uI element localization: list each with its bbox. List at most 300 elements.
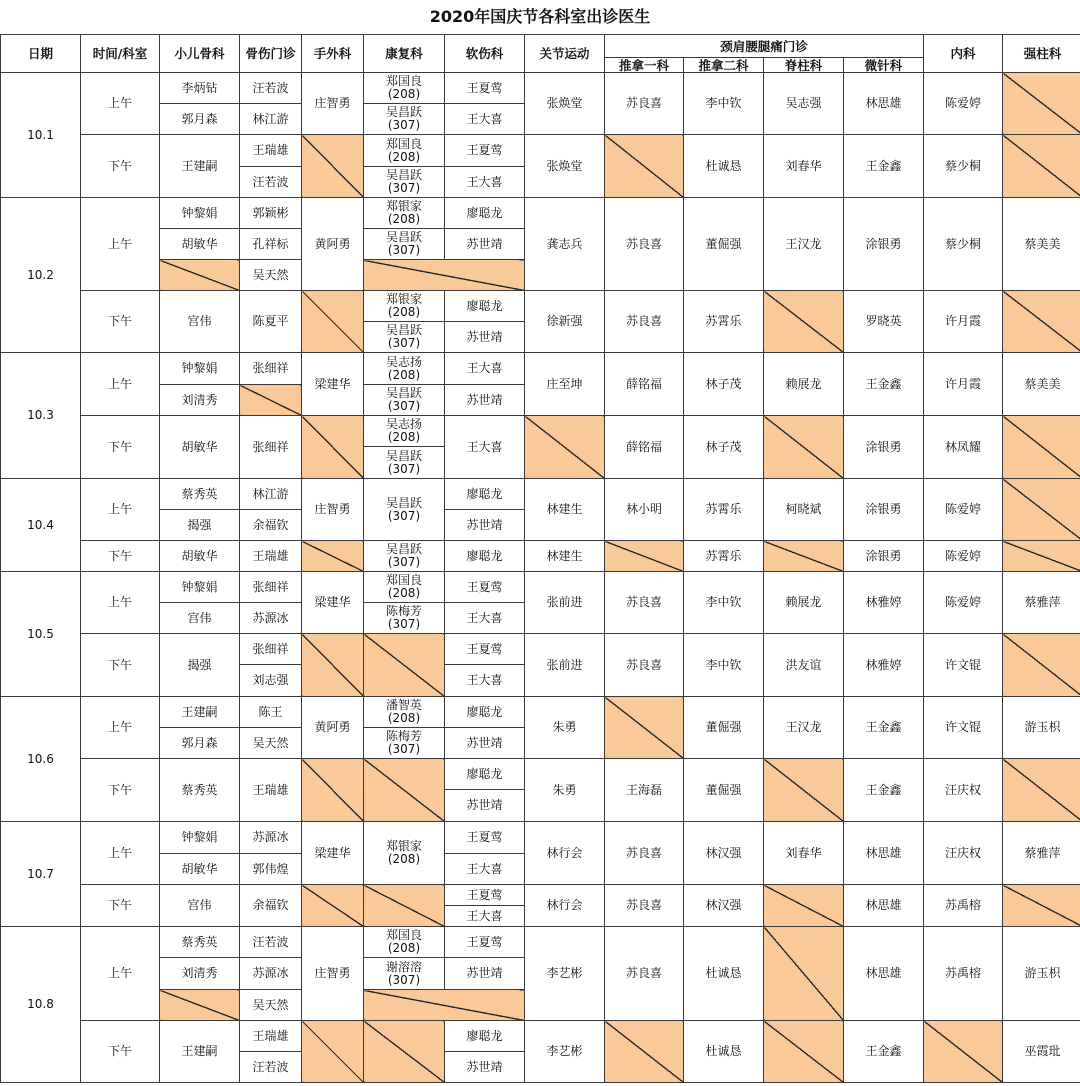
tuina2-doctor: 苏霄乐 (684, 541, 764, 572)
time-cell: 下午 (81, 885, 160, 927)
empty-slot (240, 385, 302, 416)
needle-doctor: 王金鑫 (844, 1021, 924, 1083)
ortho-doctor: 王瑞雄 (240, 1021, 302, 1052)
needle-doctor: 林思雄 (844, 822, 924, 885)
tuina2-doctor: 林子茂 (684, 416, 764, 479)
schedule-row (1, 291, 1080, 322)
pediatric-doctor: 胡敏华 (160, 854, 240, 885)
ortho-doctor: 张细祥 (240, 416, 302, 479)
ortho-doctor: 汪若波 (240, 927, 302, 958)
pediatric-doctor: 揭强 (160, 634, 240, 697)
room-number: (208) (387, 305, 421, 319)
date-cell: 10.3 (1, 353, 81, 479)
header-needle: 微针科 (844, 58, 924, 73)
schedule-row (1, 416, 1080, 447)
ortho-doctor: 王瑞雄 (240, 135, 302, 167)
needle-doctor: 王金鑫 (844, 135, 924, 198)
doctor-name: 吴昌跃 (385, 230, 422, 244)
header-tuina1: 推拿一科 (605, 58, 684, 73)
header-neck-group: 颈肩腰腿痛门诊 (605, 35, 924, 58)
empty-slot (764, 416, 844, 479)
time-cell: 上午 (81, 353, 160, 416)
joint-doctor: 张焕堂 (525, 73, 605, 135)
joint-doctor: 庄至坤 (525, 353, 605, 416)
joint-doctor: 林建生 (525, 541, 605, 572)
pediatric-doctor: 宫伟 (160, 885, 240, 927)
soft-tissue-doctor: 苏世靖 (445, 728, 525, 759)
time-cell: 下午 (81, 135, 160, 198)
internal-doctor: 陈爱婷 (924, 479, 1003, 541)
room-number: (307) (387, 508, 421, 523)
spine-doctor: 吴志强 (764, 73, 844, 135)
empty-slot (364, 759, 445, 822)
ortho-doctor: 王瑞雄 (240, 759, 302, 822)
ortho-doctor: 王瑞雄 (240, 541, 302, 572)
doctor-name: 吴昌跃 (385, 168, 422, 182)
pediatric-doctor: 宫伟 (160, 291, 240, 353)
room-number: (208) (387, 149, 421, 164)
tuina1-doctor: 苏良喜 (605, 927, 684, 1021)
soft-tissue-doctor: 廖聪龙 (445, 479, 525, 510)
doctor-name: 郑银家 (385, 839, 422, 853)
hand-doctor: 梁建华 (302, 353, 364, 416)
needle-doctor: 王金鑫 (844, 759, 924, 822)
qiangzhu-doctor: 蔡雅萍 (1003, 822, 1080, 885)
room-number: (307) (387, 336, 421, 350)
pediatric-doctor: 宫伟 (160, 603, 240, 634)
ortho-doctor: 郭颖彬 (240, 198, 302, 229)
spine-doctor: 洪友谊 (764, 634, 844, 697)
doctor-name: 吴昌跃 (385, 542, 422, 556)
ortho-doctor: 余福钦 (240, 885, 302, 927)
rehab-doctor (364, 385, 445, 416)
pediatric-doctor: 钟黎娟 (160, 572, 240, 603)
tuina1-doctor: 苏良喜 (605, 572, 684, 634)
empty-slot (764, 541, 844, 572)
pediatric-doctor: 蔡秀英 (160, 927, 240, 958)
empty-slot (302, 759, 364, 822)
rehab-doctor (364, 822, 445, 885)
ortho-doctor: 张细祥 (240, 353, 302, 385)
empty-slot (605, 697, 684, 759)
internal-doctor: 许月霞 (924, 291, 1003, 353)
internal-doctor: 汪庆权 (924, 759, 1003, 822)
empty-slot (160, 260, 240, 291)
internal-doctor: 苏禹榕 (924, 885, 1003, 927)
pediatric-doctor: 郭月森 (160, 728, 240, 759)
soft-tissue-doctor: 王大喜 (445, 603, 525, 634)
time-cell: 下午 (81, 759, 160, 822)
empty-slot (302, 885, 364, 927)
internal-doctor: 林凤耀 (924, 416, 1003, 479)
pediatric-doctor: 蔡秀英 (160, 759, 240, 822)
ortho-doctor: 刘志强 (240, 665, 302, 697)
empty-slot (1003, 759, 1080, 822)
needle-doctor: 林思雄 (844, 927, 924, 1021)
tuina1-doctor: 薛铭福 (605, 416, 684, 479)
soft-tissue-doctor: 苏世靖 (445, 385, 525, 416)
room-number: (307) (387, 617, 421, 631)
schedule-row (1, 885, 1080, 906)
joint-doctor: 张前进 (525, 572, 605, 634)
ortho-doctor: 苏源冰 (240, 603, 302, 634)
pediatric-doctor: 钟黎娟 (160, 198, 240, 229)
schedule-row (1, 822, 1080, 854)
ortho-doctor: 吴天然 (240, 990, 302, 1021)
soft-tissue-doctor: 王大喜 (445, 906, 525, 927)
empty-slot (924, 1021, 1003, 1083)
soft-tissue-doctor: 王夏莺 (445, 73, 525, 104)
tuina2-doctor: 杜诚恳 (684, 927, 764, 1021)
spine-doctor: 柯晓斌 (764, 479, 844, 541)
empty-slot (302, 1021, 364, 1083)
tuina2-doctor: 杜诚恳 (684, 1021, 764, 1083)
empty-slot (302, 634, 364, 697)
qiangzhu-doctor: 游玉枳 (1003, 697, 1080, 759)
soft-tissue-doctor: 王大喜 (445, 104, 525, 135)
joint-doctor: 龚志兵 (525, 198, 605, 291)
soft-tissue-doctor: 王夏莺 (445, 885, 525, 906)
rehab-doctor (364, 322, 445, 353)
schedule-row (1, 759, 1080, 790)
hand-doctor: 庄智勇 (302, 479, 364, 541)
qiangzhu-doctor: 巫霞玭 (1003, 1021, 1080, 1083)
time-cell: 下午 (81, 634, 160, 697)
page-title: 2020年国庆节各科室出诊医生 (429, 7, 651, 26)
soft-tissue-doctor: 王夏莺 (445, 822, 525, 854)
empty-slot (302, 541, 364, 572)
ortho-doctor: 汪若波 (240, 167, 302, 198)
needle-doctor: 王金鑫 (844, 697, 924, 759)
header-pediatric: 小儿骨科 (160, 35, 240, 73)
soft-tissue-doctor: 王大喜 (445, 854, 525, 885)
empty-slot (302, 135, 364, 198)
ortho-doctor: 余福钦 (240, 510, 302, 541)
ortho-doctor: 张细祥 (240, 572, 302, 603)
schedule-row (1, 927, 1080, 958)
doctor-name: 陈梅芳 (385, 604, 422, 618)
ortho-doctor: 郭伟煌 (240, 854, 302, 885)
tuina2-doctor: 林汉强 (684, 885, 764, 927)
room-number: (307) (387, 118, 421, 132)
room-number: (307) (387, 243, 421, 257)
pediatric-doctor: 王建嗣 (160, 697, 240, 728)
room-number: (208) (387, 87, 421, 101)
empty-slot (1003, 479, 1080, 541)
hand-doctor: 庄智勇 (302, 73, 364, 135)
schedule-row (1, 572, 1080, 603)
empty-slot (605, 541, 684, 572)
tuina1-doctor: 薛铭福 (605, 353, 684, 416)
date-cell: 10.2 (1, 198, 81, 353)
doctor-name: 吴昌跃 (385, 495, 422, 510)
tuina2-doctor: 苏霄乐 (684, 291, 764, 353)
room-number: (307) (387, 181, 421, 195)
tuina2-doctor: 林子茂 (684, 353, 764, 416)
spine-doctor: 王汉龙 (764, 697, 844, 759)
empty-slot (364, 990, 525, 1021)
soft-tissue-doctor: 王夏莺 (445, 135, 525, 167)
soft-tissue-doctor: 王夏莺 (445, 634, 525, 665)
ortho-doctor: 陈夏平 (240, 291, 302, 353)
pediatric-doctor: 李炳钻 (160, 73, 240, 104)
doctor-name: 郑国良 (385, 573, 422, 587)
header-tuina2: 推拿二科 (684, 58, 764, 73)
hand-doctor: 庄智勇 (302, 927, 364, 1021)
qiangzhu-doctor: 蔡美美 (1003, 353, 1080, 416)
joint-doctor: 林建生 (525, 479, 605, 541)
hand-doctor: 黄阿勇 (302, 198, 364, 291)
time-cell: 上午 (81, 697, 160, 759)
pediatric-doctor: 钟黎娟 (160, 353, 240, 385)
soft-tissue-doctor: 苏世靖 (445, 510, 525, 541)
rehab-doctor (364, 572, 445, 603)
doctor-name: 吴昌跃 (385, 448, 422, 463)
doctor-name: 郑国良 (385, 74, 422, 88)
soft-tissue-doctor: 王大喜 (445, 665, 525, 697)
doctor-name: 郑银家 (385, 292, 422, 306)
needle-doctor: 林思雄 (844, 73, 924, 135)
needle-doctor: 林雅婷 (844, 572, 924, 634)
header-ortho: 骨伤门诊 (240, 35, 302, 73)
needle-doctor: 林思雄 (844, 885, 924, 927)
internal-doctor: 许月霞 (924, 353, 1003, 416)
doctor-name: 陈梅芳 (385, 729, 422, 743)
soft-tissue-doctor: 苏世靖 (445, 790, 525, 822)
qiangzhu-doctor: 游玉枳 (1003, 927, 1080, 1021)
pediatric-doctor: 揭强 (160, 510, 240, 541)
internal-doctor: 许文锟 (924, 634, 1003, 697)
rehab-doctor (364, 291, 445, 322)
needle-doctor: 涂银勇 (844, 416, 924, 479)
needle-doctor: 涂银勇 (844, 198, 924, 291)
internal-doctor: 汪庆权 (924, 822, 1003, 885)
pediatric-doctor: 钟黎娟 (160, 822, 240, 854)
room-number: (208) (387, 941, 421, 955)
soft-tissue-doctor: 廖聪龙 (445, 541, 525, 572)
ortho-doctor: 汪若波 (240, 73, 302, 104)
time-cell: 下午 (81, 1021, 160, 1083)
doctor-name: 吴志扬 (385, 354, 422, 369)
spine-doctor: 赖展龙 (764, 353, 844, 416)
doctor-name: 谢溶溶 (385, 959, 422, 974)
schedule-row (1, 697, 1080, 728)
internal-doctor: 蔡少桐 (924, 135, 1003, 198)
room-number: (208) (387, 852, 421, 866)
rehab-doctor (364, 73, 445, 104)
qiangzhu-doctor: 蔡美美 (1003, 198, 1080, 291)
joint-doctor: 张焕堂 (525, 135, 605, 198)
room-number: (208) (387, 430, 421, 444)
date-cell: 10.8 (1, 927, 81, 1083)
ortho-doctor: 苏源冰 (240, 958, 302, 990)
room-number: (307) (387, 399, 421, 413)
soft-tissue-doctor: 廖聪龙 (445, 198, 525, 229)
soft-tissue-doctor: 廖聪龙 (445, 1021, 525, 1052)
header-internal: 内科 (924, 35, 1003, 73)
soft-tissue-doctor: 王大喜 (445, 416, 525, 479)
empty-slot (364, 1021, 445, 1083)
time-cell: 下午 (81, 416, 160, 479)
rehab-doctor (364, 135, 445, 167)
pediatric-doctor: 胡敏华 (160, 541, 240, 572)
empty-slot (605, 135, 684, 198)
joint-doctor: 徐新强 (525, 291, 605, 353)
ortho-doctor: 吴天然 (240, 260, 302, 291)
tuina2-doctor: 李中钦 (684, 572, 764, 634)
schedule-table (0, 34, 1080, 1083)
rehab-doctor (364, 541, 445, 572)
time-cell: 上午 (81, 927, 160, 1021)
joint-doctor: 朱勇 (525, 759, 605, 822)
internal-doctor: 许文锟 (924, 697, 1003, 759)
internal-doctor: 陈爱婷 (924, 73, 1003, 135)
time-cell: 下午 (81, 541, 160, 572)
header-joint: 关节运动 (525, 35, 605, 73)
schedule-row (1, 135, 1080, 167)
pediatric-doctor: 王建嗣 (160, 135, 240, 198)
rehab-doctor (364, 353, 445, 385)
empty-slot (364, 885, 445, 927)
schedule-row (1, 479, 1080, 510)
spine-doctor: 王汉龙 (764, 198, 844, 291)
tuina1-doctor: 苏良喜 (605, 198, 684, 291)
pediatric-doctor: 胡敏华 (160, 229, 240, 260)
spine-doctor: 赖展龙 (764, 572, 844, 634)
soft-tissue-doctor: 苏世靖 (445, 229, 525, 260)
soft-tissue-doctor: 王大喜 (445, 353, 525, 385)
empty-slot (764, 885, 844, 927)
empty-slot (364, 634, 445, 697)
joint-doctor: 李艺彬 (525, 927, 605, 1021)
ortho-doctor: 汪若波 (240, 1052, 302, 1083)
header-qiangzhu: 强柱科 (1003, 35, 1080, 73)
schedule-row (1, 198, 1080, 229)
tuina1-doctor: 王海磊 (605, 759, 684, 822)
tuina2-doctor: 杜诚恳 (684, 135, 764, 198)
header-spine: 脊柱科 (764, 58, 844, 73)
time-cell: 上午 (81, 198, 160, 291)
tuina2-doctor: 李中钦 (684, 73, 764, 135)
ortho-doctor: 张细祥 (240, 634, 302, 665)
header-hand: 手外科 (302, 35, 364, 73)
spine-doctor: 刘春华 (764, 822, 844, 885)
empty-slot (764, 1021, 844, 1083)
empty-slot (1003, 416, 1080, 479)
internal-doctor: 蔡少桐 (924, 198, 1003, 291)
tuina1-doctor: 林小明 (605, 479, 684, 541)
room-number: (307) (387, 972, 421, 987)
schedule-row (1, 353, 1080, 385)
soft-tissue-doctor: 王夏莺 (445, 572, 525, 603)
empty-slot (1003, 73, 1080, 135)
empty-slot (1003, 885, 1080, 927)
rehab-doctor (364, 229, 445, 260)
empty-slot (764, 759, 844, 822)
empty-slot (1003, 291, 1080, 353)
rehab-doctor (364, 167, 445, 198)
tuina2-doctor: 李中钦 (684, 634, 764, 697)
rehab-doctor (364, 416, 445, 447)
pediatric-doctor: 王建嗣 (160, 1021, 240, 1083)
time-cell: 上午 (81, 572, 160, 634)
tuina1-doctor: 苏良喜 (605, 291, 684, 353)
tuina1-doctor: 苏良喜 (605, 634, 684, 697)
header-time: 时间/科室 (81, 35, 160, 73)
tuina1-doctor: 苏良喜 (605, 73, 684, 135)
time-cell: 上午 (81, 822, 160, 885)
internal-doctor: 陈爱婷 (924, 541, 1003, 572)
tuina2-doctor: 林汉强 (684, 822, 764, 885)
rehab-doctor (364, 603, 445, 634)
ortho-doctor: 吴天然 (240, 728, 302, 759)
ortho-doctor: 苏源冰 (240, 822, 302, 854)
needle-doctor: 林雅婷 (844, 634, 924, 697)
doctor-name: 潘智英 (385, 698, 422, 712)
tuina2-doctor: 董倔强 (684, 198, 764, 291)
rehab-doctor (364, 447, 445, 479)
rehab-doctor (364, 479, 445, 541)
schedule-row (1, 541, 1080, 572)
schedule-row (1, 73, 1080, 104)
doctor-name: 吴昌跃 (385, 105, 422, 119)
soft-tissue-doctor: 苏世靖 (445, 958, 525, 990)
needle-doctor: 罗晓英 (844, 291, 924, 353)
doctor-name: 郑国良 (385, 136, 422, 151)
joint-doctor: 李艺彬 (525, 1021, 605, 1083)
room-number: (208) (387, 586, 421, 600)
tuina1-doctor: 苏良喜 (605, 885, 684, 927)
date-cell: 10.1 (1, 73, 81, 198)
doctor-name: 吴昌跃 (385, 323, 422, 337)
rehab-doctor (364, 697, 445, 728)
empty-slot (1003, 135, 1080, 198)
header-date: 日期 (1, 35, 81, 73)
empty-slot (1003, 541, 1080, 572)
joint-doctor: 朱勇 (525, 697, 605, 759)
tuina1-doctor: 苏良喜 (605, 822, 684, 885)
soft-tissue-doctor: 廖聪龙 (445, 697, 525, 728)
soft-tissue-doctor: 苏世靖 (445, 1052, 525, 1083)
room-number: (208) (387, 212, 421, 226)
needle-doctor: 王金鑫 (844, 353, 924, 416)
header-rehab: 康复科 (364, 35, 445, 73)
qiangzhu-doctor: 蔡雅萍 (1003, 572, 1080, 634)
joint-doctor: 林行会 (525, 822, 605, 885)
date-cell: 10.7 (1, 822, 81, 927)
ortho-doctor: 林江游 (240, 479, 302, 510)
ortho-doctor: 孔祥标 (240, 229, 302, 260)
rehab-doctor (364, 728, 445, 759)
tuina2-doctor: 董倔强 (684, 697, 764, 759)
joint-doctor: 张前进 (525, 634, 605, 697)
tuina2-doctor: 董倔强 (684, 759, 764, 822)
empty-slot (525, 416, 605, 479)
internal-doctor: 陈爱婷 (924, 572, 1003, 634)
empty-slot (364, 260, 525, 291)
rehab-doctor (364, 198, 445, 229)
rehab-doctor (364, 958, 445, 990)
header-soft: 软伤科 (445, 35, 525, 73)
spine-doctor: 刘春华 (764, 135, 844, 198)
ortho-doctor: 林江游 (240, 104, 302, 135)
date-cell: 10.4 (1, 479, 81, 572)
schedule-row (1, 1021, 1080, 1052)
time-cell: 上午 (81, 479, 160, 541)
room-number: (307) (387, 461, 421, 476)
pediatric-doctor: 郭月森 (160, 104, 240, 135)
time-cell: 上午 (81, 73, 160, 135)
